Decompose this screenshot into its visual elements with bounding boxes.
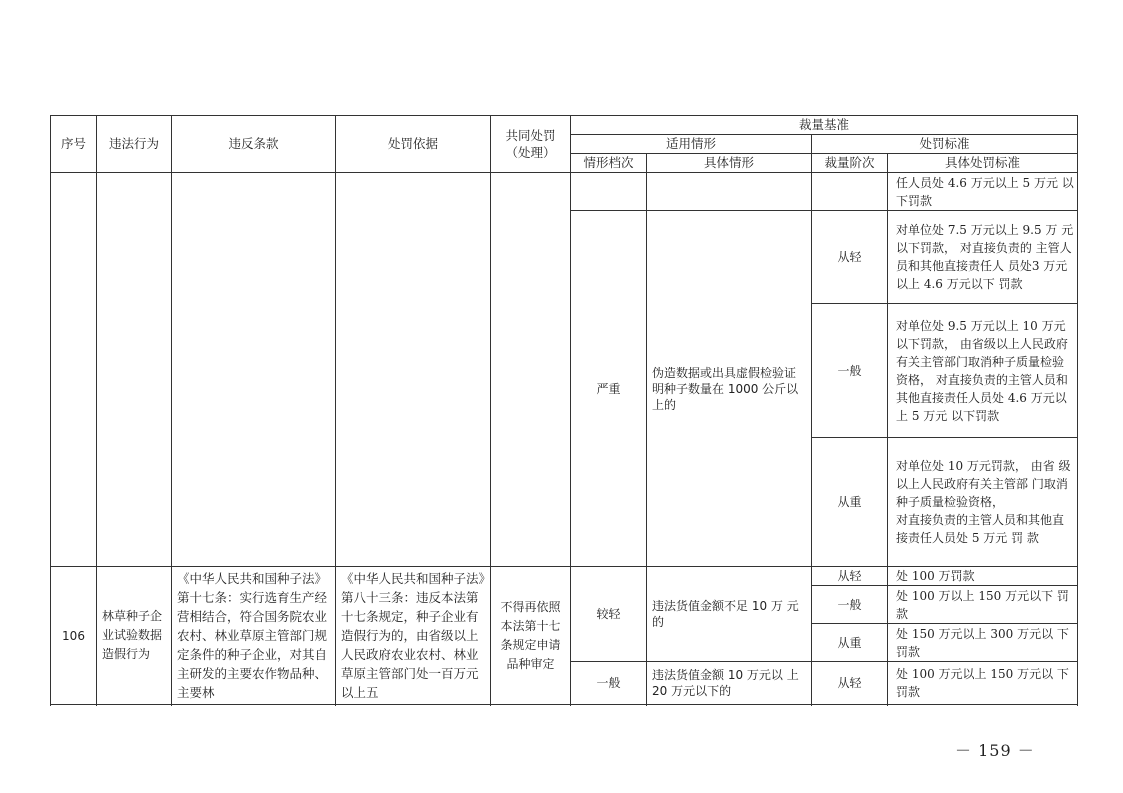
header-penalty-standard: 处罚标准 bbox=[812, 135, 1078, 154]
level-cell: 严重 bbox=[571, 211, 647, 567]
page-number: － 159 － bbox=[955, 741, 1035, 760]
stage-cell: 一般 bbox=[812, 304, 888, 438]
header-joint-penalty: 共同处罚 （处理） bbox=[491, 116, 571, 173]
level-cell: 较轻 bbox=[571, 567, 647, 662]
stage-cell: 从重 bbox=[812, 438, 888, 567]
penalty-standard-text: 处 100 万元以上 150 万元以 下 罚款 bbox=[888, 662, 1078, 705]
penalty-standard-text bbox=[888, 438, 1078, 567]
penalty-standard-text: 对单位处 7.5 万元以上 9.5 万 元以下罚款， 对直接负责的 主管人员和其他直接责任人 员处3 万元以上 4.6 万元以下 罚款 bbox=[888, 211, 1078, 304]
penalty-standard-text: 处 150 万元以上 300 万元以 下罚款 bbox=[888, 624, 1078, 662]
cell-empty bbox=[336, 173, 491, 567]
violation-cell: 林草种子企业试验数据造假行为 bbox=[97, 567, 172, 705]
penalty-standard-text: 处 100 万以上 150 万元以下 罚款 bbox=[888, 586, 1078, 624]
penalty-standard-line: 对单位处 10 万元罚款， 由省 级以上人民政府有关主管部 门取消种子质量检验资格， bbox=[896, 459, 1071, 509]
penalty-standard-text: 对单位处 9.5 万元以上 10 万元以下罚款， 由省级以上人民政府有关主管部门取消种子质量检验资格， 对直接负责的主管人员和其他直接责任人员处 4.6 万元以上 5 万元 以下罚款 bbox=[888, 304, 1078, 438]
cell-empty bbox=[491, 173, 571, 567]
penalty-standard-text: 处 100 万罚款 bbox=[888, 567, 1078, 586]
header-level: 情形档次 bbox=[571, 154, 647, 173]
header-violation: 违法行为 bbox=[97, 116, 172, 173]
level-cell: 一般 bbox=[571, 662, 647, 705]
header-seq: 序号 bbox=[51, 116, 97, 173]
cell-empty bbox=[571, 173, 647, 211]
header-article: 违反条款 bbox=[172, 116, 336, 173]
penalty-standard-text: 任人员处 4.6 万元以上 5 万元 以下罚款 bbox=[888, 173, 1078, 211]
detail-cell: 违法货值金额不足 10 万 元的 bbox=[647, 567, 812, 662]
header-penalty-detail: 具体处罚标准 bbox=[888, 154, 1078, 173]
stage-cell: 从轻 bbox=[812, 662, 888, 705]
seq-cell: 106 bbox=[51, 567, 97, 705]
stage-cell: 一般 bbox=[812, 586, 888, 624]
cell-empty bbox=[812, 173, 888, 211]
header-discretion: 裁量基准 bbox=[571, 116, 1078, 135]
discretion-table bbox=[50, 115, 1078, 705]
joint-penalty-cell: 不得再依照本法第十七条规定申请品种审定 bbox=[491, 567, 571, 705]
header-stage: 裁量阶次 bbox=[812, 154, 888, 173]
cell-empty bbox=[647, 173, 812, 211]
cell-empty bbox=[172, 173, 336, 567]
detail-cell: 违法货值金额 10 万元以 上 20 万元以下的 bbox=[647, 662, 812, 705]
stage-cell: 从轻 bbox=[812, 211, 888, 304]
penalty-standard-line: 对直接负责的主管人员和其他直接责任人员处 5 万元 罚 款 bbox=[896, 513, 1065, 545]
article-cell: 《中华人民共和国种子法》第十七条：实行选育生产经营相结合，符合国务院农业农村、林业草原主管部门规定条件的种子企业，对其自主研发的主要农作物品种、主要林 bbox=[172, 567, 336, 705]
header-detail: 具体情形 bbox=[647, 154, 812, 173]
stage-cell: 从轻 bbox=[812, 567, 888, 586]
detail-cell: 伪造数据或出具虚假检验证明种子数量在 1000 公斤以上的 bbox=[647, 211, 812, 567]
basis-cell: 《中华人民共和国种子法》第八十三条：违反本法第十七条规定，种子企业有造假行为的，由省级以上人民政府农业农村、林业草原主管部门处一百万元以上五 bbox=[336, 567, 491, 705]
stage-cell: 从重 bbox=[812, 624, 888, 662]
header-basis: 处罚依据 bbox=[336, 116, 491, 173]
header-applicable: 适用情形 bbox=[571, 135, 812, 154]
cell-empty bbox=[51, 173, 97, 567]
cell-empty bbox=[97, 173, 172, 567]
